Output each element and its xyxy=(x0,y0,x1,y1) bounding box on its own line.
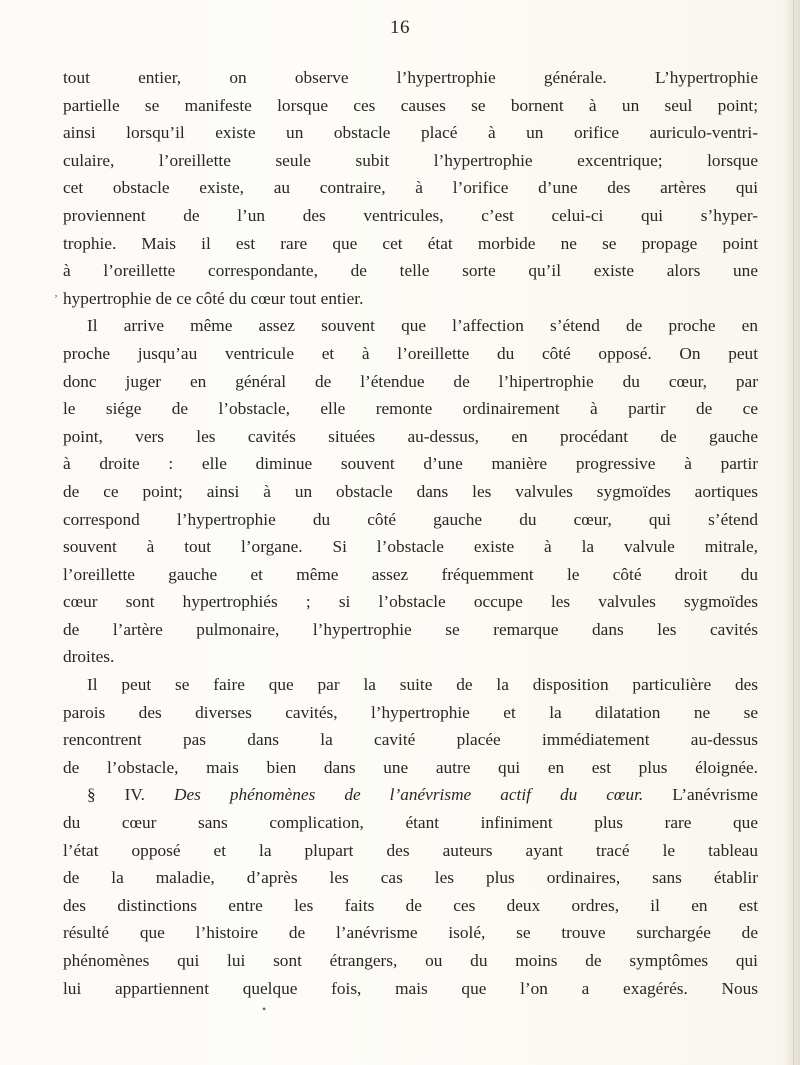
text-line: lui appartiennent quelque fois, mais que l’on a exagérés. Nous xyxy=(63,978,758,998)
text-line: rencontrent pas dans la cavité placée immédiatement au-dessus xyxy=(63,730,758,750)
section-heading-line xyxy=(63,781,758,809)
text-line: phénomènes qui lui sont étrangers, ou du moins de symptômes qui xyxy=(63,951,758,970)
body-text xyxy=(63,64,758,1002)
text-line: à droite : elle diminue souvent d’une manière progressive à partir xyxy=(63,454,758,474)
text-line: cet obstacle existe, au contraire, à l’orifice d’une des artères qui xyxy=(63,178,758,198)
text-line: correspond l’hypertrophie du côté gauche du cœur, qui s’étend xyxy=(63,509,758,529)
text-line: de l’artère pulmonaire, l’hypertrophie se remarque dans les cavités xyxy=(63,619,758,639)
text-line: point, vers les cavités situées au-dessus, en procédant de gauche xyxy=(63,426,758,446)
section-title: Des phénomènes de l’anévrisme actif du cœur. xyxy=(174,785,644,805)
text-line: partielle se manifeste lorsque ces causes se bornent à un seul point; xyxy=(63,95,758,115)
text-line: cœur sont hypertrophiés ; si l’obstacle occupe les valvules sygmoïdes xyxy=(63,592,758,612)
ink-speck: ʼ xyxy=(54,292,58,306)
section-text: L’anévrisme xyxy=(672,785,758,805)
text-line: parois des diverses cavités, l’hypertrophie et la dilatation ne se xyxy=(63,702,758,722)
text-line: de la maladie, d’après les cas les plus ordinaires, sans établir xyxy=(63,868,758,888)
text-line: proviennent de l’un des ventricules, c’est celui-ci qui s’hyper- xyxy=(63,205,758,225)
text-line: à l’oreillette correspondante, de telle sorte qu’il existe alors une xyxy=(63,261,758,281)
section-number: § IV. xyxy=(87,785,145,805)
paragraph-start-line: Il peut se faire que par la suite de la disposition particulière des xyxy=(87,675,758,695)
ink-speck: • xyxy=(262,1002,267,1016)
text-line: résulté que l’histoire de l’anévrisme isolé, se trouve surchargée de xyxy=(63,923,758,943)
text-line: trophie. Mais il est rare que cet état morbide ne se propage point xyxy=(63,233,758,253)
text-line: tout entier, on observe l’hypertrophie générale. L’hypertrophie xyxy=(63,68,758,87)
text-line: droites. xyxy=(63,647,115,667)
text-line: ainsi lorsqu’il existe un obstacle placé à un orifice auriculo-ventri- xyxy=(63,123,758,143)
text-line: l’oreillette gauche et même assez fréquemment le côté droit du xyxy=(63,564,758,584)
text-line: du cœur sans complication, étant infiniment plus rare que xyxy=(63,813,758,833)
text-line: le siége de l’obstacle, elle remonte ordinairement à partir de ce xyxy=(63,399,758,419)
text-line: hypertrophie de ce côté du cœur tout entier. xyxy=(63,288,364,308)
page-edge-shadow xyxy=(782,0,800,1065)
text-line: souvent à tout l’organe. Si l’obstacle existe à la valvule mitrale, xyxy=(63,537,758,557)
text-line: de ce point; ainsi à un obstacle dans les valvules sygmoïdes aortiques xyxy=(63,481,758,501)
text-line: culaire, l’oreillette seule subit l’hypertrophie excentrique; lorsque xyxy=(63,150,758,170)
page-edge-line xyxy=(793,0,794,1065)
text-line: proche jusqu’au ventricule et à l’oreillette du côté opposé. On peut xyxy=(63,343,758,363)
paragraph-start-line: Il arrive même assez souvent que l’affection s’étend de proche en xyxy=(87,316,758,336)
text-line: donc juger en général de l’étendue de l’hipertrophie du cœur, par xyxy=(63,371,758,391)
text-line: des distinctions entre les faits de ces deux ordres, il en est xyxy=(63,895,758,915)
text-line: de l’obstacle, mais bien dans une autre qui en est plus éloignée. xyxy=(63,757,758,777)
page-number: 16 xyxy=(390,17,410,38)
text-line: l’état opposé et la plupart des auteurs ayant tracé le tableau xyxy=(63,840,758,860)
